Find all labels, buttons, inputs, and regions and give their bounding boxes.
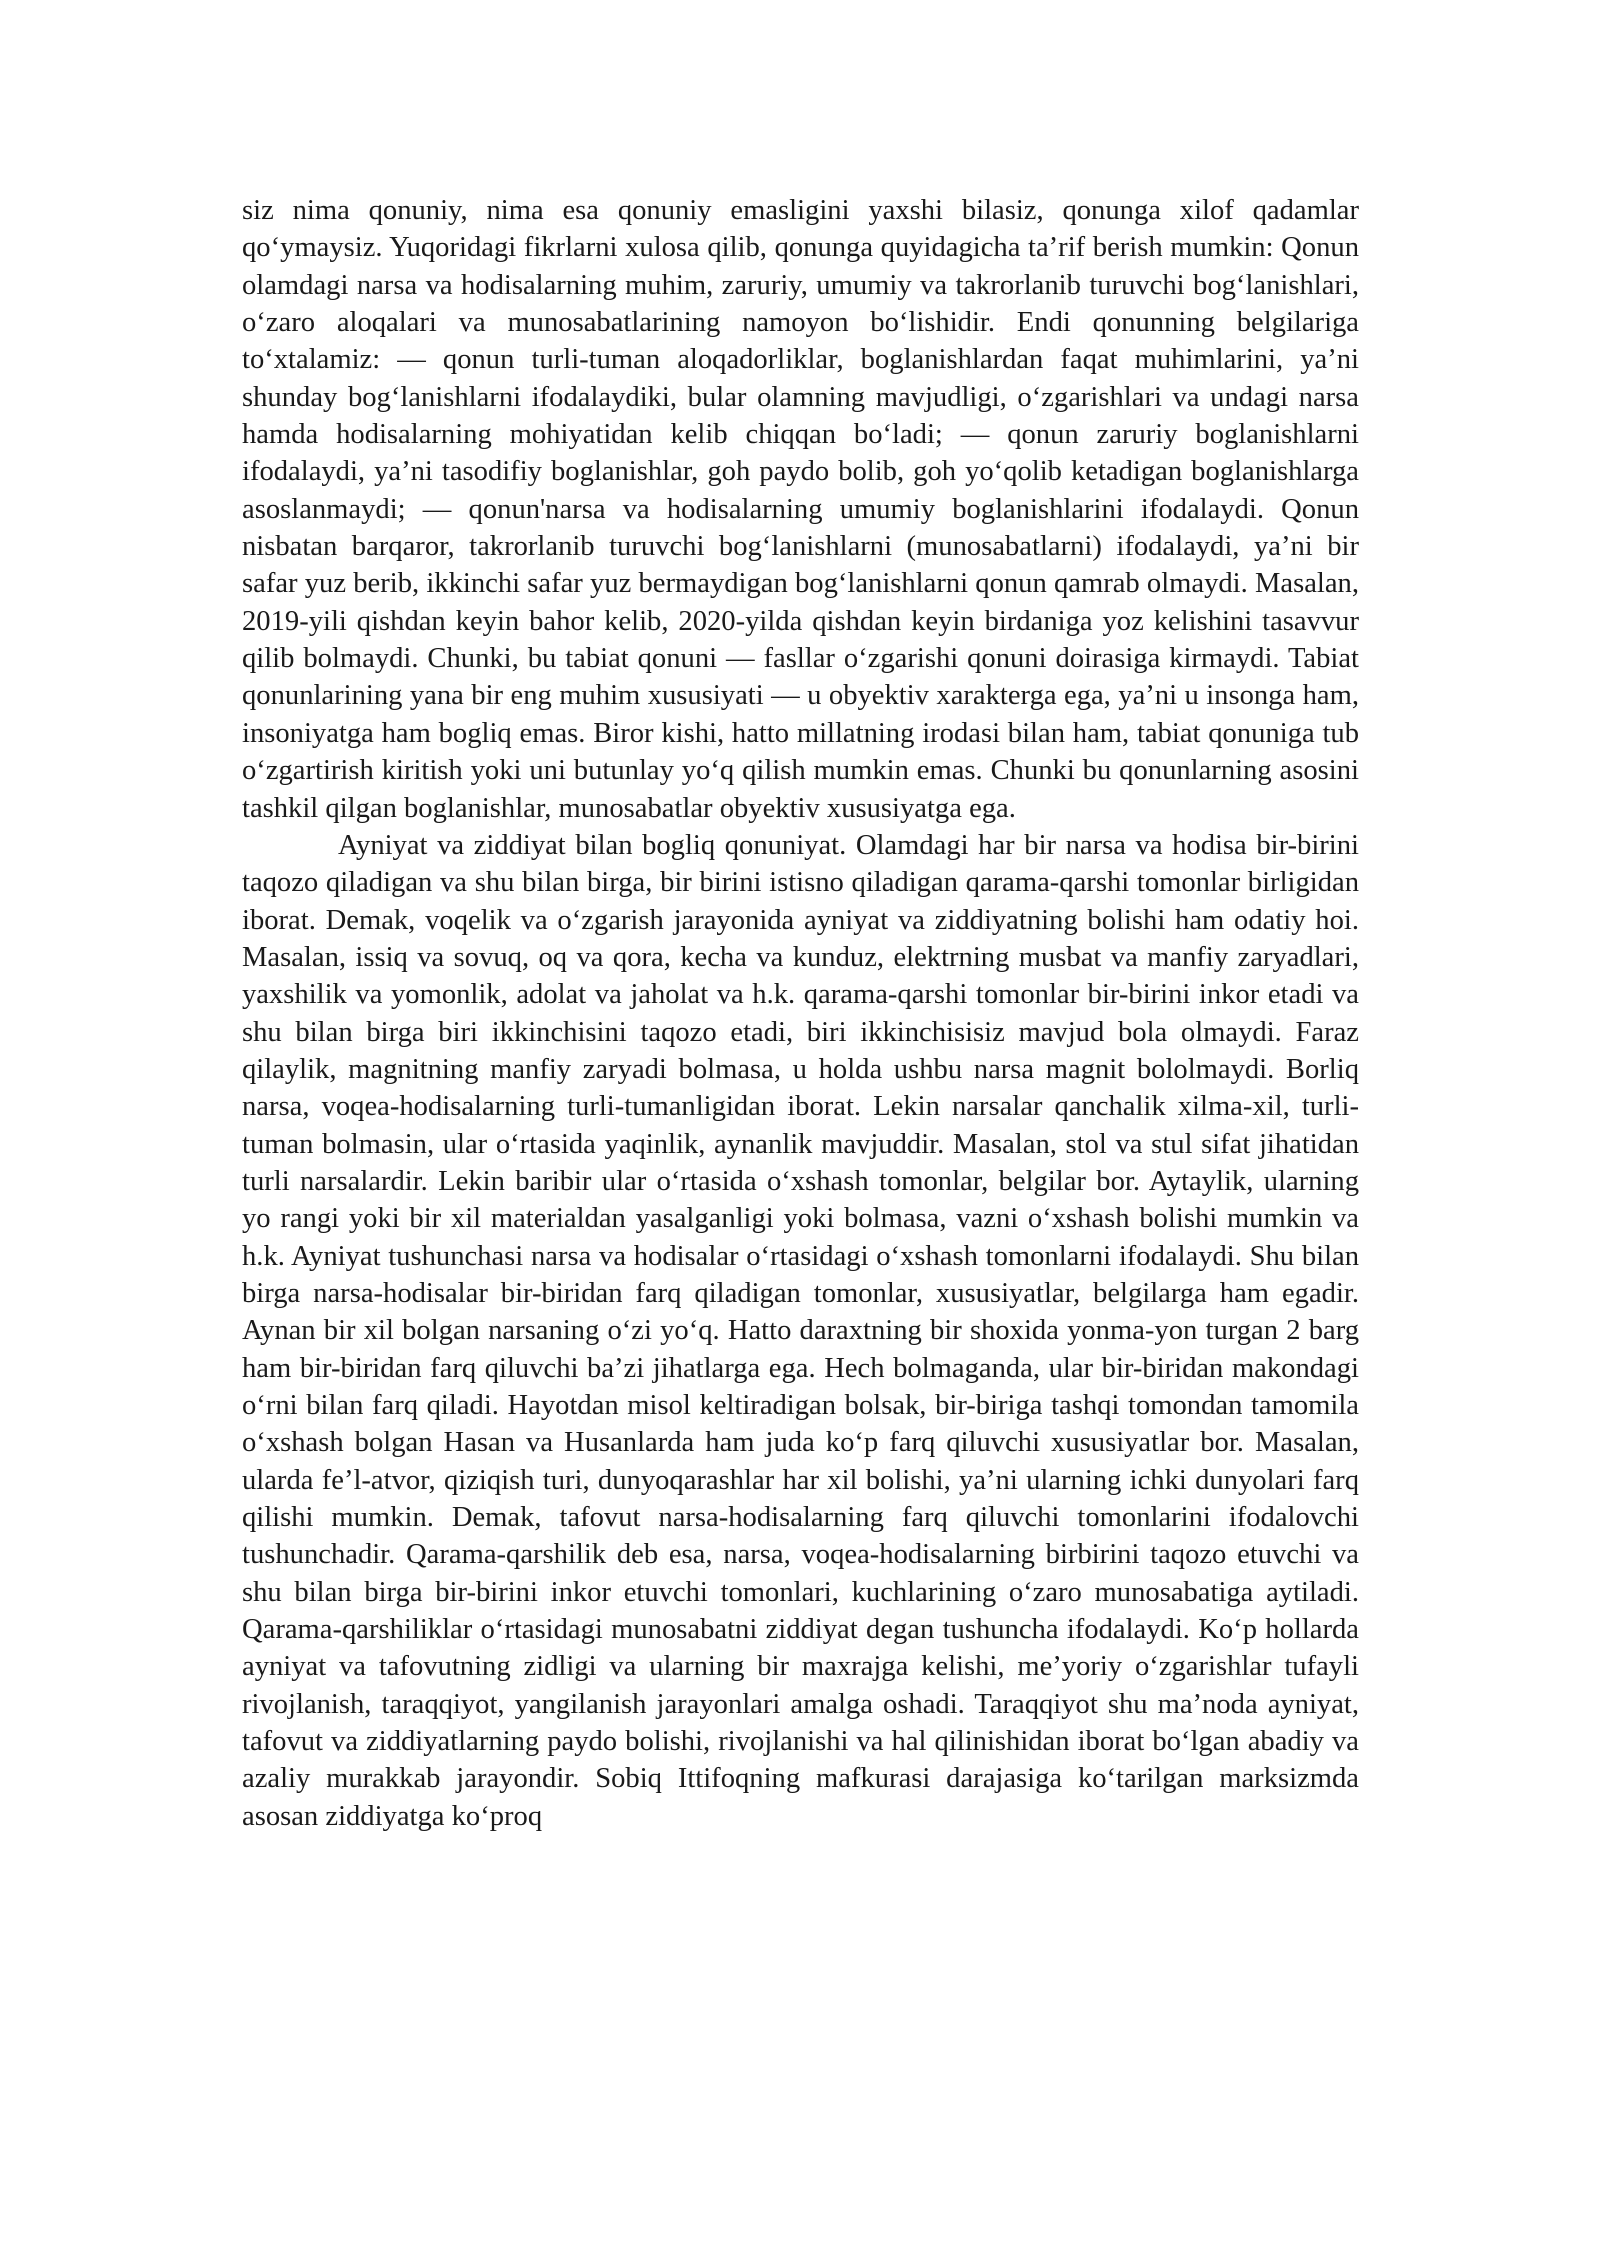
body-text [242, 192, 1359, 1835]
paragraph-2: Ayniyat va ziddiyat bilan bogliq qonuniyat. Olamdagi har bir narsa va hodisa bir-birini taqozo qiladigan va shu bilan birga, bir birini istisno qiladigan qarama-qarshi tomonlar birligidan iborat. Demak, voqelik va o‘zgarish jarayonida ayniyat va ziddiyatning bolishi ham odatiy hoi. Masalan, issiq va sovuq, oq va qora, kecha va kunduz, elektrning musbat va manfiy zaryadlari, yaxshilik va yomonlik, adolat va jaholat va h.k. qarama-qarshi tomonlar bir-birini inkor etadi va shu bilan birga biri ikkinchisini taqozo etadi, biri ikkinchisisiz mavjud bola olmaydi. Faraz qilaylik, magnitning manfiy zaryadi bolmasa, u holda ushbu narsa magnit bololmaydi. Borliq narsa, voqea-hodisalarning turli-tumanligidan iborat. Lekin narsalar qanchalik xilma-xil, turli-tuman bolmasin, ular o‘rtasida yaqinlik, aynanlik mavjuddir. Masalan, stol va stul sifat jihatidan turli narsalardir. Lekin baribir ular o‘rtasida o‘xshash tomonlar, belgilar bor. Aytaylik, ularning yo rangi yoki bir xil materialdan yasalganligi yoki bolmasa, vazni o‘xshash bolishi mumkin va h.k. Ayniyat tushunchasi narsa va hodisalar o‘rtasidagi o‘xshash tomonlarni ifodalaydi. Shu bilan birga narsa-hodisalar bir-biridan farq qiladigan tomonlar, xususiyatlar, belgilarga ham egadir. Aynan bir xil bolgan narsaning o‘zi yo‘q. Hatto daraxtning bir shoxida yonma-yon turgan 2 barg ham bir-biridan farq qiluvchi ba’zi jihatlarga ega. Hech bolmaganda, ular bir-biridan makondagi o‘rni bilan farq qiladi. Hayotdan misol keltiradigan bolsak, bir-biriga tashqi tomondan tamomila o‘xshash bolgan Hasan va Husanlarda ham juda ko‘p farq qiluvchi xususiyatlar bor. Masalan, ularda fe’l-atvor, qiziqish turi, dunyoqarashlar har xil bolishi, ya’ni ularning ichki dunyolari farq qilishi mumkin. Demak, tafovut narsa-hodisalarning farq qiluvchi tomonlarini ifodalovchi tushunchadir. Qarama-qarshilik deb esa, narsa, voqea-hodisalarning birbirini taqozo etuvchi va shu bilan birga bir-birini inkor etuvchi tomonlari, kuchlarining o‘zaro munosabatiga aytiladi. Qarama-qarshiliklar o‘rtasidagi munosabatni ziddiyat degan tushuncha ifodalaydi. Ko‘p hollarda ayniyat va tafovutning zidligi va ularning bir maxrajga kelishi, me’yoriy o‘zgarishlar tufayli rivojlanish, taraqqiyot, yangilanish jarayonlari amalga oshadi. Taraqqiyot shu ma’noda ayniyat, tafovut va ziddiyatlarning paydo bolishi, rivojlanishi va hal qilinishidan iborat bo‘lgan abadiy va azaliy murakkab jarayondir. Sobiq Ittifoqning mafkurasi darajasiga ko‘tarilgan marksizmda asosan ziddiyatga ko‘proq [242, 829, 1359, 1832]
paragraph-1: siz nima qonuniy, nima esa qonuniy emasligini yaxshi bilasiz, qonunga xilof qadamlar qo‘ymaysiz. Yuqoridagi fikrlarni xulosa qilib, qonunga quyidagicha ta’rif berish mumkin: Qonun olamdagi narsa va hodisalarning muhim, zaruriy, umumiy va takrorlanib turuvchi bog‘lanishlari, o‘zaro aloqalari va munosabatlarining namoyon bo‘lishidir. Endi qonunning belgilariga to‘xtalamiz: — qonun turli-tuman aloqadorliklar, boglanishlardan faqat muhimlarini, ya’ni shunday bog‘lanishlarni ifodalaydiki, bular olamning mavjudligi, o‘zgarishlari va undagi narsa hamda hodisalarning mohiyatidan kelib chiqqan bo‘ladi; — qonun zaruriy boglanishlarni ifodalaydi, ya’ni tasodifiy boglanishlar, goh paydo bolib, goh yo‘qolib ketadigan boglanishlarga asoslanmaydi; — qonun'narsa va hodisalarning umumiy boglanishlarini ifodalaydi. Qonun nisbatan barqaror, takrorlanib turuvchi bog‘lanishlarni (munosabatlarni) ifodalaydi, ya’ni bir safar yuz berib, ikkinchi safar yuz bermaydigan bog‘lanishlarni qonun qamrab olmaydi. Masalan, 2019-yili qishdan keyin bahor kelib, 2020-yilda qishdan keyin birdaniga yoz kelishini tasavvur qilib bolmaydi. Chunki, bu tabiat qonuni — fasllar o‘zgarishi qonuni doirasiga kirmaydi. Tabiat qonunlarining yana bir eng muhim xususiyati — u obyektiv xarakterga ega, ya’ni u insonga ham, insoniyatga ham bogliq emas. Biror kishi, hatto millatning irodasi bilan ham, tabiat qonuniga tub o‘zgartirish kiritish yoki uni butunlay yo‘q qilish mumkin emas. Chunki bu qonunlarning asosini tashkil qilgan boglanishlar, munosabatlar obyektiv xususiyatga ega. [242, 195, 1359, 824]
